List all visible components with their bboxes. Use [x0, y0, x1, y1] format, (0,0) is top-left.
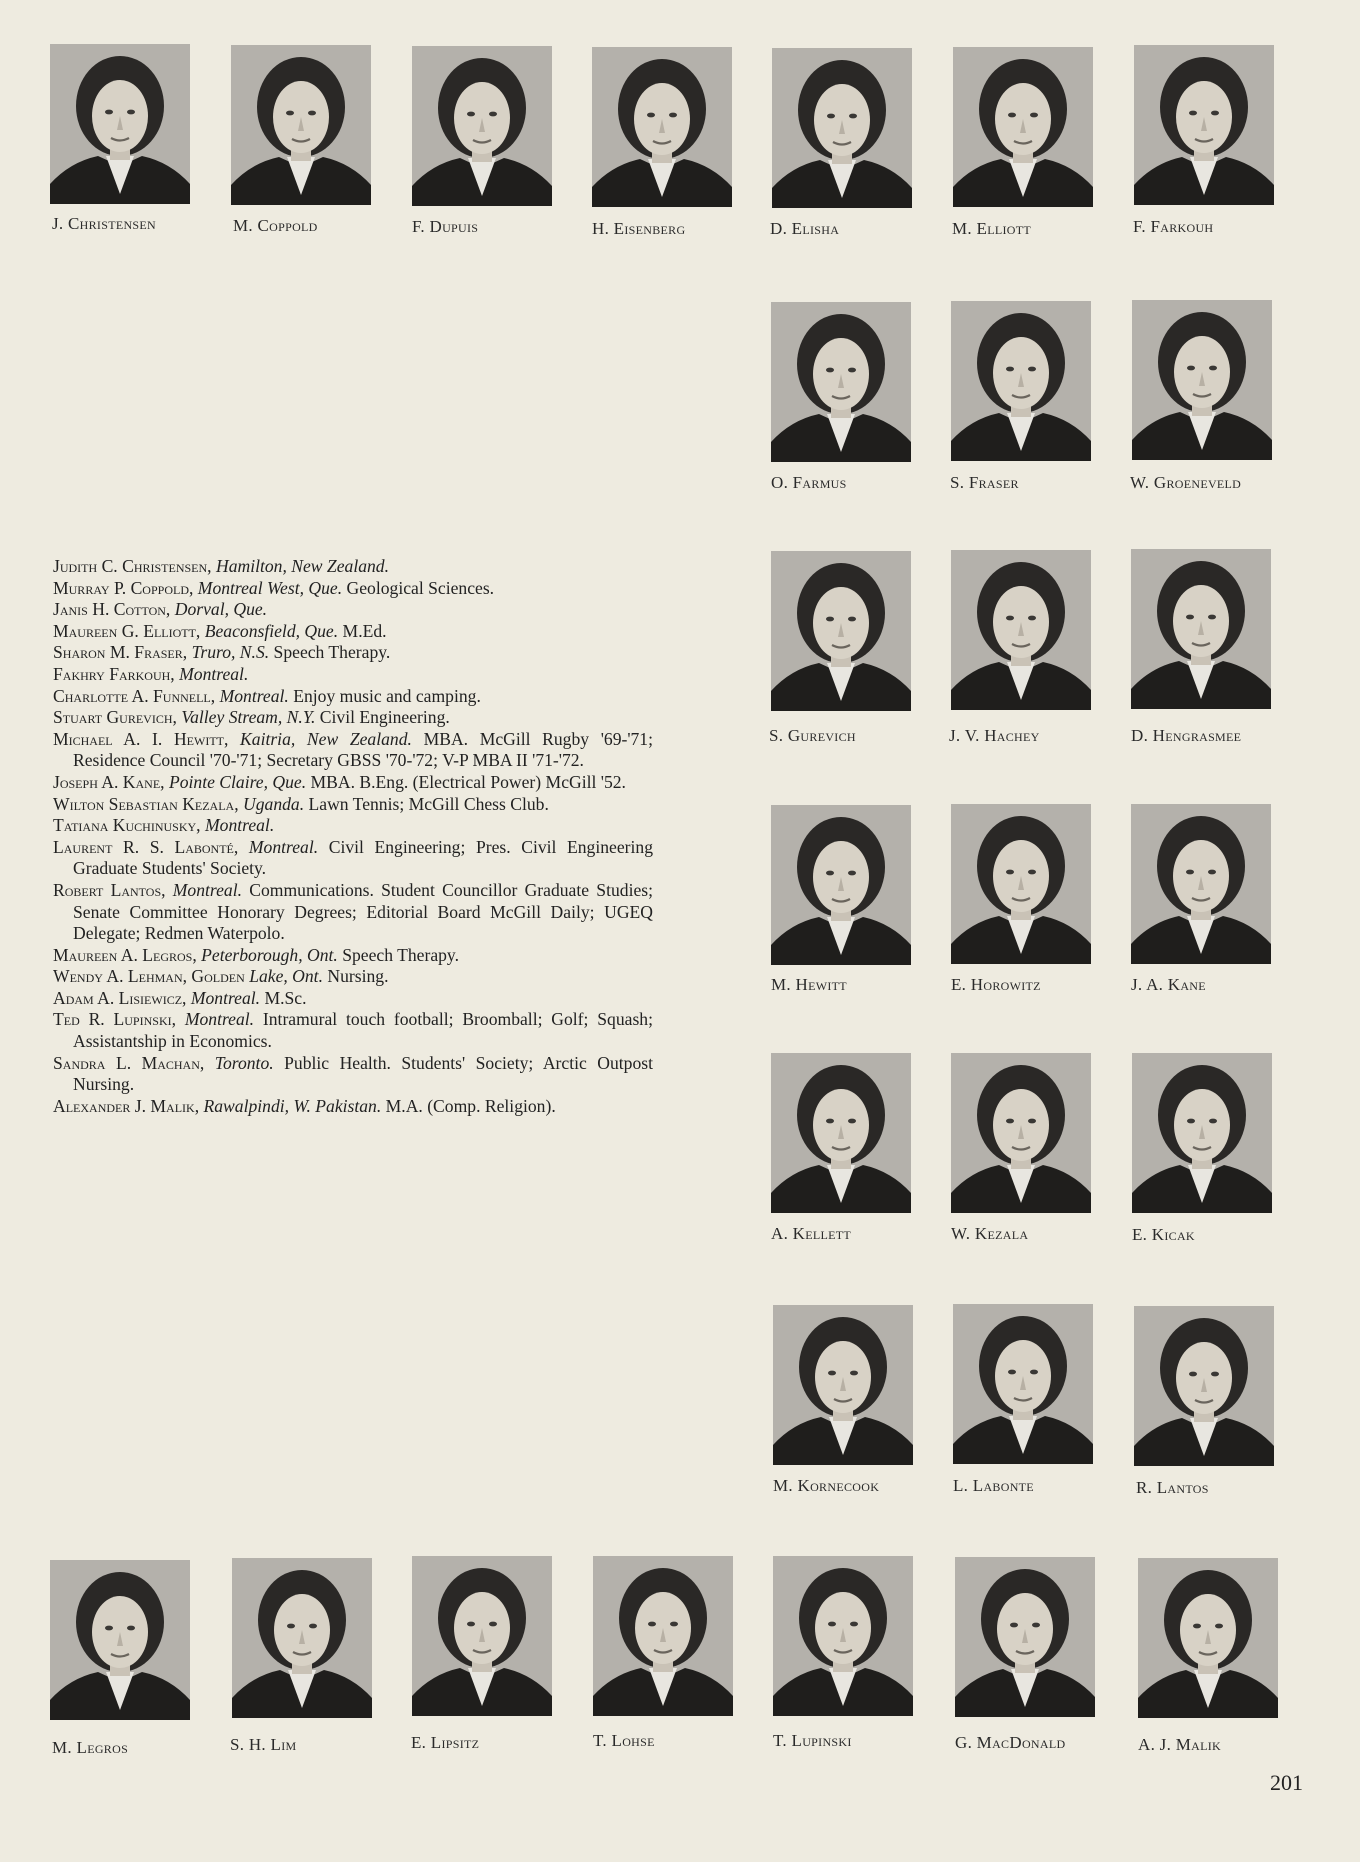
bio-entry — [53, 599, 653, 621]
bio-name: Joseph A. Kane, — [53, 771, 165, 792]
portrait-photo — [953, 1304, 1093, 1464]
bio-place: Montreal. — [248, 836, 319, 857]
portrait-caption: M. Kornecook — [773, 1476, 880, 1495]
bio-entry — [53, 642, 653, 664]
portrait-caption: M. Hewitt — [771, 975, 847, 994]
bio-entry — [53, 686, 653, 708]
bio-name: Robert Lantos, — [53, 879, 166, 900]
bio-name: Michael A. I. Hewitt, — [53, 728, 229, 749]
portrait-photo — [772, 48, 912, 208]
portrait-photo — [1131, 549, 1271, 709]
bio-details: Communications. Student Councillor Graduate Studies; Senate Committee Honorary Degrees; Editorial Board McGill Daily; UGEQ Delegate; Redmen Waterpolo. — [73, 879, 653, 944]
portrait-photo — [1134, 45, 1274, 205]
bio-name: Judith C. Christensen, — [53, 556, 212, 576]
bio-entry — [53, 772, 653, 794]
portrait-caption: S. Gurevich — [769, 726, 856, 745]
bio-place: Uganda. — [243, 793, 305, 814]
bio-details: Intramural touch football; Broomball; Golf; Squash; Assistantship in Economics. — [73, 1009, 653, 1052]
bio-place: Montreal West, Que. — [197, 577, 343, 598]
portrait-caption: F. Farkouh — [1133, 217, 1214, 236]
portrait-photo — [771, 551, 911, 711]
portrait-photo — [593, 1556, 733, 1716]
bio-entry — [53, 729, 653, 772]
portrait-caption: D. Elisha — [770, 219, 840, 238]
portrait-photo — [592, 47, 732, 207]
portrait-photo — [773, 1556, 913, 1716]
bio-entry — [53, 880, 653, 945]
bio-details: Speech Therapy. — [273, 642, 391, 663]
bio-entry — [53, 556, 653, 578]
bio-details: M.A. (Comp. Religion). — [385, 1095, 556, 1116]
portrait-caption: G. MacDonald — [955, 1733, 1066, 1752]
bio-place: Hamilton, New Zealand. — [215, 556, 389, 576]
bio-name: Fakhry Farkouh, — [53, 663, 175, 684]
portrait-photo — [955, 1557, 1095, 1717]
portrait-caption: S. Fraser — [950, 473, 1019, 492]
portrait-caption: T. Lohse — [593, 1731, 655, 1750]
bio-place: Lake, Ont. — [249, 966, 323, 987]
bio-entry — [53, 966, 653, 988]
bio-name: Murray P. Coppold, — [53, 577, 194, 598]
bio-name: Maureen A. Legros, — [53, 944, 197, 965]
bio-name: Stuart Gurevich, — [53, 707, 177, 728]
portrait-caption: W. Groeneveld — [1130, 473, 1242, 492]
bio-place: Montreal. — [219, 685, 289, 706]
bio-entry — [53, 1053, 653, 1096]
portrait-caption: M. Coppold — [233, 216, 318, 235]
bio-name: Sharon M. Fraser, — [53, 642, 188, 663]
portrait-photo — [232, 1558, 372, 1718]
portrait-photo — [50, 44, 190, 204]
portrait-photo — [1132, 300, 1272, 460]
bio-name: Laurent R. S. Labonté, — [53, 836, 239, 857]
bio-entry — [53, 945, 653, 967]
bio-place: Montreal. — [190, 987, 261, 1008]
portrait-photo — [951, 804, 1091, 964]
bio-details: Public Health. Students' Society; Arctic Outpost Nursing. — [73, 1052, 653, 1095]
portrait-caption: L. Labonte — [953, 1476, 1034, 1495]
portrait-caption: S. H. Lim — [230, 1735, 297, 1754]
bio-details: Speech Therapy. — [342, 944, 459, 965]
portrait-caption: F. Dupuis — [412, 217, 479, 236]
portrait-photo — [50, 1560, 190, 1720]
portrait-photo — [953, 47, 1093, 207]
bio-name: Ted R. Lupinski, — [53, 1009, 177, 1030]
portrait-photo — [231, 45, 371, 205]
portrait-photo — [771, 1053, 911, 1213]
bio-entry — [53, 837, 653, 880]
portrait-photo — [771, 805, 911, 965]
bio-details: M.Sc. — [264, 987, 307, 1008]
portrait-caption: E. Horowitz — [951, 975, 1041, 994]
portrait-photo — [1132, 1053, 1272, 1213]
bio-name: Alexander J. Malik, — [53, 1095, 200, 1116]
portrait-photo — [951, 550, 1091, 710]
bio-name: Wendy A. Lehman, Golden — [53, 966, 245, 987]
bio-place: Rawalpindi, W. Pakistan. — [203, 1095, 382, 1116]
portrait-photo — [1131, 804, 1271, 964]
bio-details: MBA. B.Eng. (Electrical Power) McGill '52. — [310, 771, 626, 792]
portrait-photo — [951, 1053, 1091, 1213]
portrait-photo — [951, 301, 1091, 461]
portrait-photo — [773, 1305, 913, 1465]
portrait-caption: E. Lipsitz — [411, 1733, 480, 1752]
bio-details: Lawn Tennis; McGill Chess Club. — [308, 793, 549, 814]
portrait-caption: W. Kezala — [951, 1224, 1029, 1243]
bio-name: Adam A. Lisiewicz, — [53, 987, 187, 1008]
bio-name: Sandra L. Machan, — [53, 1052, 205, 1073]
portrait-caption: O. Farmus — [771, 473, 847, 492]
portrait-caption: E. Kicak — [1132, 1225, 1195, 1244]
bio-details: Geological Sciences. — [346, 577, 495, 598]
portrait-caption: R. Lantos — [1136, 1478, 1209, 1497]
bio-details: Nursing. — [327, 966, 389, 987]
portrait-photo — [412, 1556, 552, 1716]
bio-place: Truro, N.S. — [191, 642, 270, 663]
bio-entry — [53, 815, 653, 837]
bio-place: Dorval, Que. — [174, 599, 268, 620]
portrait-photo — [771, 302, 911, 462]
bio-details: M.Ed. — [342, 620, 387, 641]
bio-details: Civil Engineering. — [319, 707, 450, 728]
portrait-caption: H. Eisenberg — [592, 219, 686, 238]
bio-entry — [53, 1096, 653, 1118]
bio-place: Pointe Claire, Que. — [168, 771, 307, 792]
portrait-caption: M. Legros — [52, 1738, 129, 1757]
bio-place: Kaitria, New Zealand. — [240, 728, 412, 749]
bio-details: MBA. McGill Rugby '69-'71; Residence Council '70-'71; Secretary GBSS '70-'72; V-P MBA II '71-'72. — [73, 728, 653, 771]
portrait-photo — [1134, 1306, 1274, 1466]
portrait-photo — [412, 46, 552, 206]
bio-name: Wilton Sebastian Kezala, — [53, 793, 239, 814]
bio-entry — [53, 794, 653, 816]
portrait-caption: M. Elliott — [952, 219, 1031, 238]
biography-list — [53, 556, 653, 1117]
bio-name: Charlotte A. Funnell, — [53, 685, 216, 706]
bio-name: Janis H. Cotton, — [53, 599, 171, 620]
portrait-caption: D. Hengrasmee — [1131, 726, 1242, 745]
bio-place: Valley Stream, N.Y. — [181, 707, 316, 728]
portrait-photo — [1138, 1558, 1278, 1718]
bio-place: Montreal. — [172, 879, 242, 900]
bio-entry — [53, 1009, 653, 1052]
portrait-caption: J. A. Kane — [1131, 975, 1206, 994]
page-number: 201 — [1270, 1770, 1303, 1795]
bio-entry — [53, 578, 653, 600]
portrait-caption: A. Kellett — [771, 1224, 852, 1243]
bio-details: Civil Engineering; Pres. Civil Engineering Graduate Students' Society. — [73, 836, 654, 879]
bio-place: Montreal. — [205, 815, 275, 836]
bio-entry — [53, 988, 653, 1010]
bio-entry — [53, 707, 653, 729]
bio-entry — [53, 664, 653, 686]
bio-place: Toronto. — [214, 1052, 274, 1073]
bio-place: Montreal. — [179, 663, 249, 684]
portrait-caption: J. V. Hachey — [949, 726, 1040, 745]
portrait-caption: A. J. Malik — [1138, 1735, 1221, 1754]
bio-name: Maureen G. Elliott, — [53, 620, 201, 641]
portrait-caption: J. Christensen — [52, 214, 156, 233]
bio-details: Enjoy music and camping. — [293, 685, 481, 706]
bio-place: Beaconsfield, Que. — [204, 620, 339, 641]
bio-name: Tatiana Kuchinusky, — [53, 815, 201, 836]
bio-place: Peterborough, Ont. — [201, 944, 338, 965]
bio-place: Montreal. — [184, 1009, 255, 1030]
portrait-caption: T. Lupinski — [773, 1731, 852, 1750]
bio-entry — [53, 621, 653, 643]
